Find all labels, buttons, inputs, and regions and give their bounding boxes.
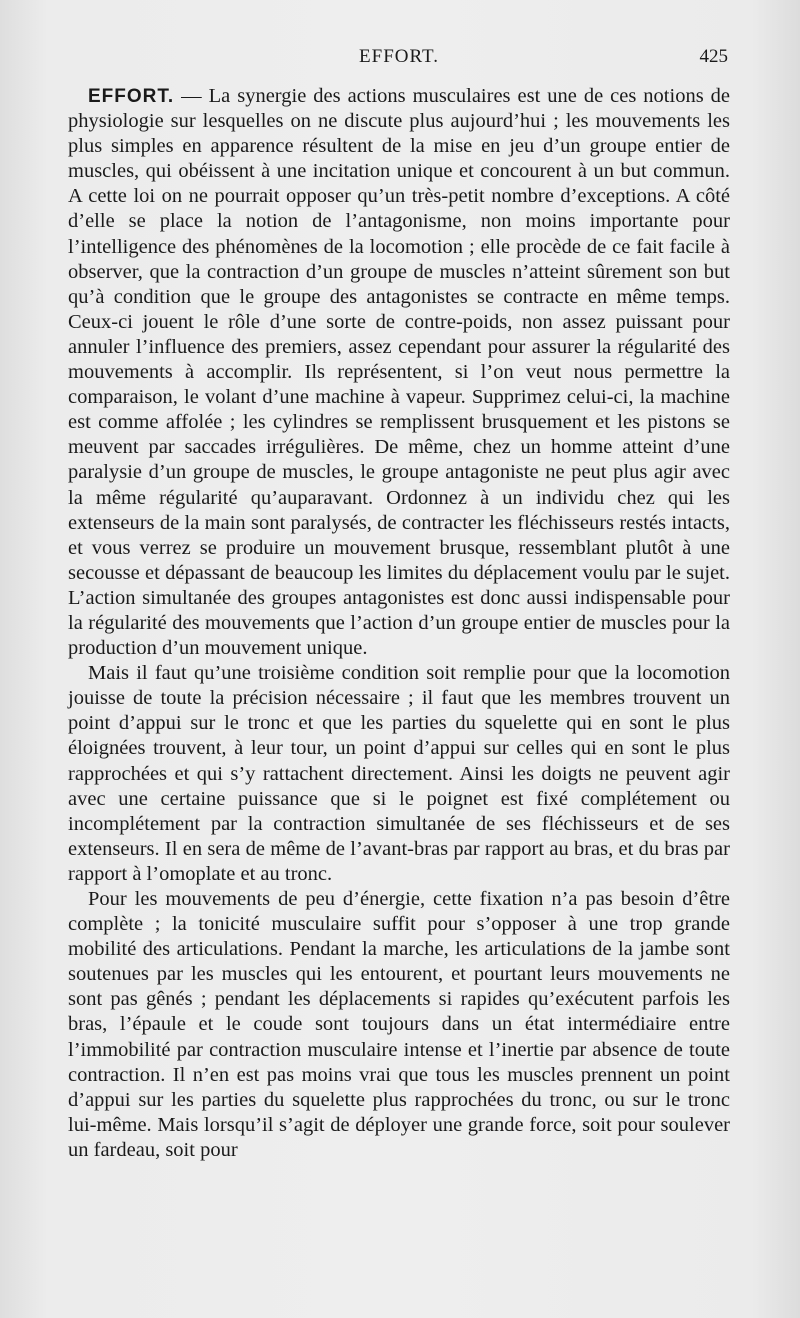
paragraph-3: Pour les mouvements de peu d’énergie, cette fixation n’a pas besoin d’être complète ; la tonicité musculaire suffit pour s’opposer à une trop grande mobilité des articulations. Pendant la marche, les articulations de la jambe sont soutenues par les muscles qui les entourent, et pourtant leurs mouvements ne sont pas gênés ; pendant les déplacements si rapides qu’exécutent parfois les bras, l’épaule et le coude sont toujours dans un état intermédiaire entre l’immobilité par contraction musculaire intense et l’inertie par absence de toute contraction. Il n’en est pas moins vrai que tous les muscles prennent un point d’appui sur les parties du squelette plus rapprochées du tronc, ou sur le tronc lui-même. Mais lorsqu’il s’agit de déployer une grande force, soit pour soulever un fardeau, soit pour: [68, 888, 730, 1161]
page-number: 425: [699, 46, 728, 67]
running-head-title: EFFORT.: [359, 46, 439, 67]
paragraph-1: [68, 84, 730, 661]
running-head: [68, 46, 730, 72]
entry-dash: —: [174, 85, 209, 107]
entry-headword: EFFORT.: [88, 86, 175, 107]
paragraph-2: Mais il faut qu’une troisième condition soit remplie pour que la locomotion jouisse de toute la précision nécessaire ; il faut que les membres trouvent un point d’appui sur le tronc et que les parties du squelette qui en sont le plus éloignées trouvent, à leur tour, un point d’appui sur celles qui en sont le plus rapprochées et qui s’y rattachent directement. Ainsi les doigts ne peuvent agir avec une certaine puissance que si le poignet est fixé complétement ou incomplétement par la contraction simultanée de ses fléchisseurs et de ses extenseurs. Il en sera de même de l’avant-bras par rapport au bras, et du bras par rapport à l’omoplate et au tronc.: [68, 662, 730, 885]
body-text: [68, 84, 730, 1163]
paragraph-1-text: La synergie des actions musculaires est une de ces notions de physiologie sur lesquelles on ne discute plus aujourd’hui ; les mouvements les plus simples en apparence résultent de la mise en jeu d’un groupe entier de muscles, qui obéissent à une incitation unique et concourent à un but commun. A cette loi on ne pourrait opposer qu’un très-petit nombre d’exceptions. A côté d’elle se place la notion de l’antagonisme, non moins importante pour l’intelligence des phénomènes de la locomotion ; elle procède de ce fait facile à observer, que la contraction d’un groupe de muscles n’atteint sûrement son but qu’à condition que le groupe des antagonistes se contracte en même temps. Ceux-ci jouent le rôle d’une sorte de contre-poids, non assez puissant pour annuler l’influence des premiers, assez cependant pour assurer la régularité des mouvements à accomplir. Ils représentent, si l’on veut nous permettre la comparaison, le volant d’une machine à vapeur. Supprimez celui-ci, la machine est comme affolée ; les cylindres se remplissent brusquement et les pistons se meuvent par saccades irrégulières. De même, chez un homme atteint d’une paralysie d’un groupe de muscles, le groupe antagoniste ne peut plus agir avec la même régularité qu’auparavant. Ordonnez à un individu chez qui les extenseurs de la main sont paralysés, de contracter les fléchisseurs restés intacts, et vous verrez se produire un mouvement brusque, ressemblant plutôt à une secousse et dépassant de beaucoup les limites du déplacement voulu par le sujet. L’action simultanée des groupes antagonistes est donc aussi indispensable pour la régularité des mouvements que l’action d’un groupe entier de muscles pour la production d’un mouvement unique.: [68, 85, 730, 660]
